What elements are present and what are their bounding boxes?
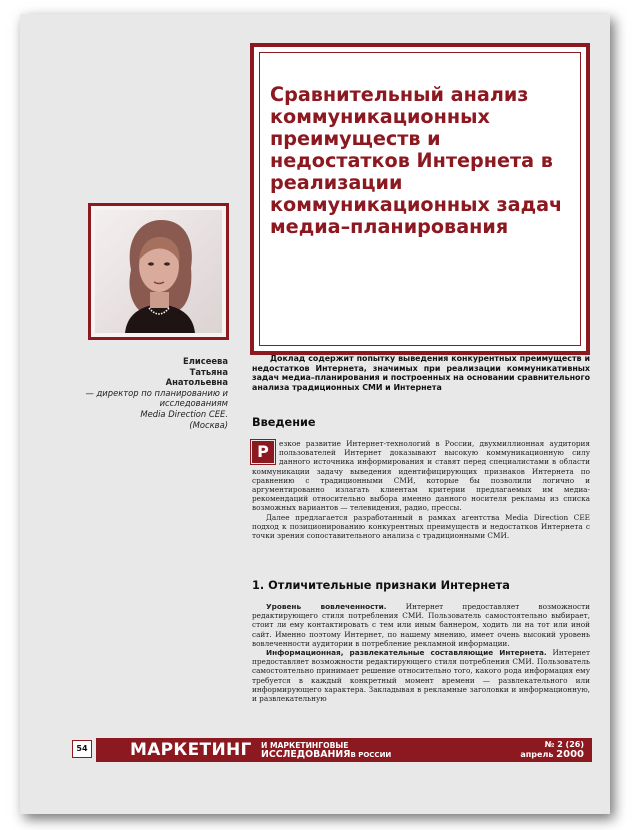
section-1-paragraph-2 bbox=[252, 648, 590, 703]
intro-body bbox=[252, 439, 590, 540]
magazine-subtitle-small: В РОССИИ bbox=[350, 751, 392, 759]
author-role-1: — директор по планированию и bbox=[85, 387, 228, 398]
page-footer bbox=[72, 738, 592, 762]
section-1-paragraph-2-text: Интернет предоставляет возможности редактирующего стиля потребления СМИ. Пользователь самостоятельно принимает решение относительно того, какого рода информация ему требуется в каждый конкретный момент времени — развлекательного или информирующего характера. Закладывая в рекламные заголовки и информационную, и развлекательную bbox=[252, 648, 590, 704]
section-1-heading: 1. Отличительные признаки Интернета bbox=[252, 579, 510, 592]
magazine-subtitle-main-text: ИССЛЕДОВАНИЯ bbox=[261, 749, 351, 760]
section-1-paragraph-1-lead: Уровень вовлеченности. bbox=[266, 602, 387, 611]
issue-info bbox=[520, 740, 584, 760]
magazine-subtitle bbox=[261, 741, 391, 760]
intro-paragraph-2: Далее предлагается разработанный в рамках агентства Media Direction CEE подход к позиционированию конкурентных преимуществ и недостатков Интернета с точки зрения сопоставительного анализа с традиционными СМИ. bbox=[252, 512, 590, 541]
author-patronymic: Анатольевна bbox=[165, 377, 228, 388]
footer-band bbox=[96, 738, 592, 762]
intro-paragraph-1 bbox=[252, 439, 590, 513]
author-role-2: исследованиям bbox=[159, 398, 228, 409]
issue-date bbox=[520, 750, 584, 760]
author-photo-frame bbox=[88, 203, 229, 340]
intro-heading: Введение bbox=[252, 416, 316, 429]
article-lead: Доклад содержит попытку выведения конкурентных преимуществ и недостатков Интернета, значимых при реализации коммуникативных задач медиа–планирования и построенных на основании сравнительного анализа традиционных СМИ и Интернета bbox=[252, 354, 590, 393]
magazine-page bbox=[20, 14, 610, 814]
author-company: Media Direction CEE. bbox=[140, 408, 228, 419]
author-photo bbox=[95, 210, 222, 333]
issue-month: апрель bbox=[520, 750, 557, 759]
author-surname: Елисеева bbox=[183, 356, 228, 366]
author-city: (Москва) bbox=[189, 419, 228, 430]
magazine-subtitle-main bbox=[261, 750, 391, 760]
magazine-name: МАРКЕТИНГ bbox=[130, 740, 252, 760]
intro-paragraph-1-text: езкое развитие Интернет-технологий в России, двухмиллионная аудитория пользователей Интернет доказывают высокую коммуникационную силу данного источника информирования и ставят перед специалистами в области коммуникации задачу выведения идентифицирующих признаков Интернета по сравнению с традиционными СМИ, которые бы позволили логично и аргументированно излагать клиентам критерии предлагаемых им медиа-рекомендаций относительно выбора именно данного носителя рекламы из списка возможных вариантов — телевидения, радио, прессы. bbox=[252, 439, 590, 513]
magazine-subtitle-top: И МАРКЕТИНГОВЫЕ bbox=[261, 741, 349, 750]
dropcap: Р bbox=[252, 441, 274, 463]
issue-number: № 2 (26) bbox=[544, 740, 584, 749]
author-name: Татьяна bbox=[189, 366, 228, 377]
page-number: 54 bbox=[72, 740, 92, 758]
section-1-paragraph-1-text: Интернет предоставляет возможности редактирующего стиля потребления СМИ. Пользователь самостоятельно выбирает, стоит ли ему контактировать с тем или иным баннером, ходить ли на тот или иной сайт. Именно поэтому Интернет, по нашему мнению, имеет очень высокий уровень вовлеченности аудитории в потребление рекламной информации. bbox=[252, 602, 590, 648]
section-1-paragraph-2-lead: Информационная, развлекательные составляющие Интернета. bbox=[266, 648, 547, 658]
article-title: Сравнительный анализ коммуникационных преимуществ и недостатков Интернета в реализации коммуникационных задач медиа–планирования bbox=[270, 83, 563, 238]
title-box bbox=[250, 43, 590, 355]
section-1-body bbox=[252, 602, 590, 703]
issue-year: 2000 bbox=[556, 749, 584, 760]
author-info bbox=[70, 356, 228, 430]
section-1-paragraph-1 bbox=[252, 602, 590, 648]
